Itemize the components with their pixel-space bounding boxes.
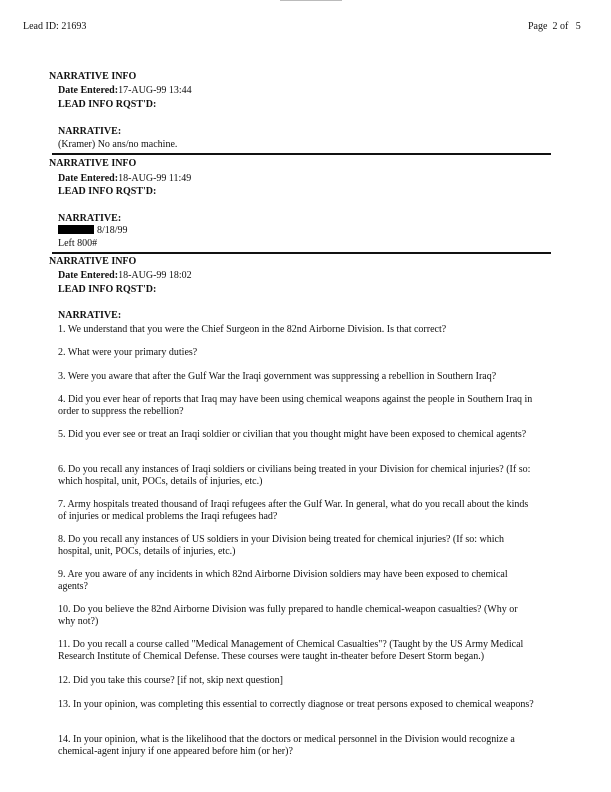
redaction-block: [58, 225, 94, 234]
date-value: 18-AUG-99 18:02: [118, 270, 192, 281]
lead-info-label: LEAD INFO RQST'D:: [58, 284, 157, 295]
scan-mark: [280, 0, 342, 1]
question: 4. Did you ever hear of reports that Iraq may have been using chemical weapons against the people in Southern Iraq in order to suppress the rebellion?: [58, 394, 533, 417]
narrative-label: NARRATIVE:: [58, 213, 122, 224]
narrative-label: NARRATIVE:: [58, 126, 122, 137]
date-entered: [58, 173, 191, 185]
question: 14. In your opinion, what is the likelihood that the doctors or medical personnel in the Division would recognize a chemical-agent injury if one appeared before him (or her)?: [58, 734, 515, 757]
question: 2. What were your primary duties?: [58, 347, 198, 358]
narrative-date: 8/18/99: [97, 225, 128, 236]
divider: [52, 252, 551, 254]
narrative-label: NARRATIVE:: [58, 310, 122, 321]
date-entered: [58, 270, 192, 282]
lead-id: Lead ID: 21693: [23, 21, 87, 32]
narrative-text: [58, 225, 128, 237]
date-label: Date Entered:: [58, 85, 119, 96]
question: 7. Army hospitals treated thousand of Iraqi refugees after the Gulf War. In general, what do you recall about the kinds of injuries or medical problems the Iraqi refugees had?: [58, 499, 529, 522]
question: 9. Are you aware of any incidents in which 82nd Airborne Division soldiers may have been exposed to chemical agents?: [58, 569, 508, 592]
question: 10. Do you believe the 82nd Airborne Division was fully prepared to handle chemical-weapon casualties? (Why or why not?): [58, 604, 518, 627]
question: 5. Did you ever see or treat an Iraqi soldier or civilian that you thought might have been exposed to chemical agents?: [58, 429, 527, 440]
question: 3. Were you aware that after the Gulf War the Iraqi government was suppressing a rebellion in Southern Iraq?: [58, 371, 497, 382]
narrative-text: Left 800#: [58, 238, 98, 249]
lead-info-label: LEAD INFO RQST'D:: [58, 186, 157, 197]
date-value: 18-AUG-99 11:49: [118, 173, 192, 184]
divider: [52, 153, 551, 155]
entry-title: NARRATIVE INFO: [49, 256, 137, 267]
date-value: 17-AUG-99 13:44: [118, 85, 192, 96]
page-number: Page 2 of 5: [528, 21, 581, 32]
question: 8. Do you recall any instances of US soldiers in your Division being treated for chemical injuries? (If so: which hospital, unit, POCs, details of injuries, etc.): [58, 534, 504, 557]
question: 6. Do you recall any instances of Iraqi soldiers or civilians being treated in your Division for chemical injuries? (If so: which hospital, unit, POCs, details of injuries, etc.): [58, 464, 531, 487]
question: 13. In your opinion, was completing this essential to correctly diagnose or treat persons exposed to chemical weapons?: [58, 699, 534, 710]
narrative-text: (Kramer) No ans/no machine.: [58, 139, 178, 150]
date-label: Date Entered:: [58, 270, 119, 281]
question: 1. We understand that you were the Chief Surgeon in the 82nd Airborne Division. Is that correct?: [58, 324, 447, 335]
entry-title: NARRATIVE INFO: [49, 158, 137, 169]
date-entered: [58, 85, 192, 97]
lead-info-label: LEAD INFO RQST'D:: [58, 99, 157, 110]
question: 11. Do you recall a course called "Medical Management of Chemical Casualties"? (Taught by the US Army Medical Research Institute of Chemical Defense. These courses were taught in-theater before Desert Storm began.): [58, 639, 524, 662]
question: 12. Did you take this course? [if not, skip next question]: [58, 675, 283, 686]
date-label: Date Entered:: [58, 173, 119, 184]
entry-title: NARRATIVE INFO: [49, 71, 137, 82]
